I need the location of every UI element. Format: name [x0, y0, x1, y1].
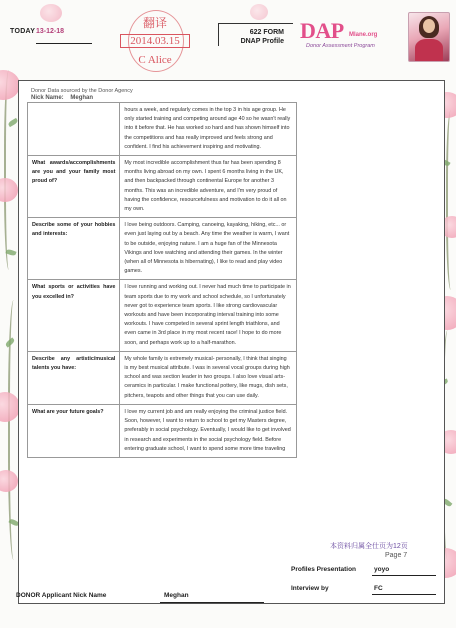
table-row [28, 156, 297, 218]
page-note: 本资料归属全仕页为12页 [330, 543, 408, 550]
answer-cell: My most incredible accomplishment thus far has been spending 8 months living abroad on my own. I spent 6 months living in the UK, and then backpacked through continental Europe for another 3 months. This was an incredible adventure, and I'm very proud of having the confidence, resourcefulness and motivation to do it all on my own. [120, 156, 297, 218]
interview-underline [372, 594, 436, 595]
today-label: TODAY [10, 28, 36, 35]
applicant-value: Meghan [164, 592, 189, 599]
today-value: 13-12-18 [36, 28, 65, 35]
answer-cell: hours a week, and regularly comes in the top 3 in his age group. He only started training and competing around age 40 so he wasn't really into it before that. He has worked so hard and has shown himself into the competitions and has really improved and feels strong and confident. I find his achievement inspiring and motivating. [120, 103, 297, 156]
table-row [28, 103, 297, 156]
table-row [28, 351, 297, 404]
interview-label: Interview by [291, 585, 329, 592]
profile-photo [408, 12, 450, 62]
nick-name-line [27, 95, 297, 101]
stamp-date: 2014.03.15 [120, 34, 190, 48]
source-note: Donor Data sourced by the Donor Agency [31, 88, 133, 94]
form-heading [224, 28, 284, 46]
answer-cell: My whole family is extremely musical- personally, I think that singing is my best musical attribute. I was in several vocal groups during high school and was section leader in two groups. I also love visual arts- ceramics in particular. I make functional pottery, like mugs, dish sets, pitchers, teapots and other things that you can use daily. [120, 351, 297, 404]
today-underline [36, 43, 92, 44]
document-content [27, 88, 297, 458]
translator-stamp [118, 14, 192, 68]
answer-cell: I love being outdoors. Camping, canoeing, kayaking, hiking, etc... or even just laying out by a beach. Any time the weather is warm, I want to be outside, enjoying nature. I am a huge fan of the Minnesota Vikings and love watching and attending their games. In the winter (when all of Minnesota is hibernating), I like to read and play video games. [120, 218, 297, 280]
profile-table [27, 102, 297, 458]
applicant-underline [160, 602, 264, 603]
stamp-name: C Alice [138, 54, 172, 66]
form-title: DNAP Profile [240, 38, 284, 45]
presentation-underline [372, 575, 436, 576]
question-cell: What sports or activities have you excelled in? [28, 280, 120, 351]
page-number: Page 7 [385, 552, 408, 559]
stamp-top-text: 翻译 [142, 16, 167, 30]
nick-name-value: Meghan [70, 95, 94, 101]
interview-value: FC [374, 585, 383, 592]
applicant-label: DONOR Applicant Nick Name [16, 592, 107, 599]
answer-cell: I love my current job and am really enjoying the criminal justice field. Soon, however, I want to return to school to get my Masters degree, preferably in social psychology. Eventually, I would like to get involved in research and experiments in the social psychology field. Before entering graduate school, I want to spend some more time traveling [120, 404, 297, 457]
question-cell: What awards/accomplishments are you and your family most proud of? [28, 156, 120, 218]
question-cell: What are your future goals? [28, 404, 120, 457]
presentation-value: yoyo [374, 566, 390, 573]
answer-cell: I love running and working out. I never had much time to participate in team sports due to my work and school schedule, so I unfortunately never got to experience team sports. I like strong cardiovascular workouts and have been incorporating interval training into some workouts. I have competed in several sprint length triathlons, and even came in 3rd place in my most recent race! I hope to do more soon, and perhaps work up to a half-marathon. [120, 280, 297, 351]
table-row [28, 404, 297, 457]
question-cell: Describe some of your hobbies and interests: [28, 218, 120, 280]
form-number: 622 FORM [249, 29, 284, 36]
dap-logo-subtitle: Donor Assessment Program [306, 43, 375, 49]
table-row [28, 280, 297, 351]
nick-name-label: Nick Name: [31, 95, 64, 101]
question-cell: Describe any artistic/musical talents you have: [28, 351, 120, 404]
presentation-label: Profiles Presentation [291, 566, 357, 573]
dap-logo-site: Mlane.org [349, 32, 378, 38]
question-cell [28, 103, 120, 156]
dap-logo: DAP [300, 18, 344, 43]
table-row [28, 218, 297, 280]
